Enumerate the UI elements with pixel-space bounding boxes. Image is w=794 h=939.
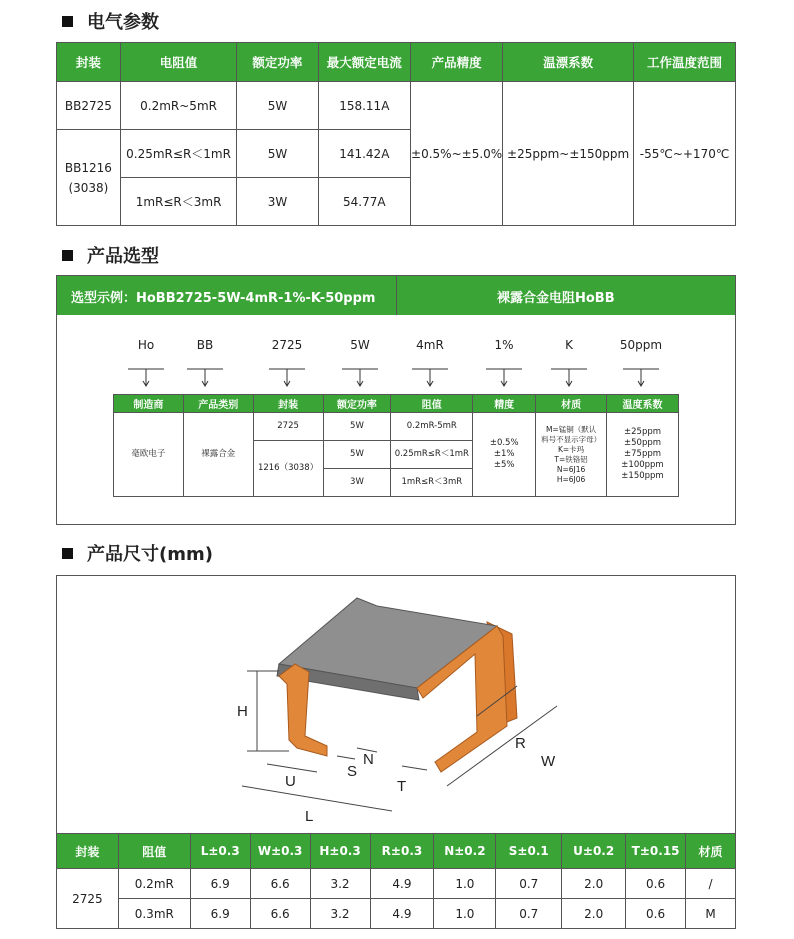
S-cell: 0.7 bbox=[496, 869, 562, 899]
down-arrow-icon bbox=[126, 368, 166, 388]
W-cell: 6.6 bbox=[250, 899, 310, 929]
header-cell: 额定功率 bbox=[323, 395, 391, 413]
tcr-cell: ±25ppm~±150ppm bbox=[503, 82, 634, 226]
tcr-cell bbox=[607, 413, 679, 497]
section-title-dimensions bbox=[62, 540, 213, 566]
header-cell: 额定功率 bbox=[237, 43, 318, 82]
tcr-option: ±150ppm bbox=[621, 471, 664, 481]
power-cell: 5W bbox=[323, 413, 391, 441]
header-cell: W±0.3 bbox=[250, 834, 310, 869]
tcr-option: ±50ppm bbox=[624, 438, 662, 448]
section-title-text: 产品尺寸(mm) bbox=[87, 544, 213, 565]
selection-header bbox=[57, 276, 735, 315]
header-cell: 工作温度范围 bbox=[634, 43, 736, 82]
accuracy-cell bbox=[473, 413, 536, 497]
header-cell: U±0.2 bbox=[562, 834, 626, 869]
T-cell: 0.6 bbox=[626, 869, 686, 899]
header-cell: 产品类别 bbox=[183, 395, 253, 413]
label-N: N bbox=[363, 751, 374, 768]
tcr-option: ±100ppm bbox=[621, 460, 664, 470]
header-cell: 最大额定电流 bbox=[318, 43, 410, 82]
power-cell: 5W bbox=[237, 130, 318, 178]
selection-table bbox=[113, 394, 679, 497]
U-cell: 2.0 bbox=[562, 899, 626, 929]
resistance-cell: 0.25mR≤R＜1mR bbox=[391, 441, 473, 469]
header-cell: 阻值 bbox=[391, 395, 473, 413]
table-header-row bbox=[57, 834, 736, 869]
code-tcr: 50ppm bbox=[619, 338, 663, 352]
down-arrow-icon bbox=[267, 368, 307, 388]
power-cell: 5W bbox=[237, 82, 318, 130]
material-option: N=6J16 bbox=[556, 464, 586, 474]
down-arrow-icon bbox=[410, 368, 450, 388]
header-cell: 温度系数 bbox=[607, 395, 679, 413]
label-R: R bbox=[515, 735, 526, 752]
square-bullet-icon bbox=[62, 250, 73, 261]
H-cell: 3.2 bbox=[310, 899, 370, 929]
material-cell bbox=[536, 413, 607, 497]
tcr-option: ±75ppm bbox=[624, 449, 662, 459]
N-cell: 1.0 bbox=[434, 899, 496, 929]
resistance-cell: 1mR≤R＜3mR bbox=[391, 469, 473, 497]
temp-range-cell: -55℃~+170℃ bbox=[634, 82, 736, 226]
header-cell: T±0.15 bbox=[626, 834, 686, 869]
resistance-cell: 0.2mR-5mR bbox=[391, 413, 473, 441]
header-cell: 电阻值 bbox=[120, 43, 237, 82]
header-cell: 温漂系数 bbox=[503, 43, 634, 82]
R-cell: 4.9 bbox=[370, 899, 434, 929]
header-cell: 封装 bbox=[253, 395, 323, 413]
tcr-option: ±25ppm bbox=[624, 427, 662, 437]
material-cell: / bbox=[686, 869, 736, 899]
header-cell: 产品精度 bbox=[411, 43, 503, 82]
header-cell: L±0.3 bbox=[190, 834, 250, 869]
square-bullet-icon bbox=[62, 548, 73, 559]
code-package: 2725 bbox=[271, 338, 303, 352]
code-material: K bbox=[565, 338, 573, 352]
S-cell: 0.7 bbox=[496, 899, 562, 929]
table-row bbox=[57, 869, 736, 899]
material-cell: M bbox=[686, 899, 736, 929]
section-title-text: 电气参数 bbox=[87, 12, 159, 33]
code-manufacturer: Ho bbox=[137, 338, 155, 352]
R-cell: 4.9 bbox=[370, 869, 434, 899]
down-arrow-icon bbox=[185, 368, 225, 388]
current-cell: 54.77A bbox=[318, 178, 410, 226]
header-cell: 封装 bbox=[57, 834, 119, 869]
package-cell: BB2725 bbox=[57, 82, 121, 130]
table-row bbox=[57, 899, 736, 929]
header-cell: N±0.2 bbox=[434, 834, 496, 869]
product-name: 裸露合金电阻HoBB bbox=[497, 291, 615, 306]
U-cell: 2.0 bbox=[562, 869, 626, 899]
label-T: T bbox=[397, 778, 407, 795]
T-cell: 0.6 bbox=[626, 899, 686, 929]
section-title-text: 产品选型 bbox=[87, 246, 159, 267]
header-cell: 阻值 bbox=[118, 834, 190, 869]
material-option: T=铁铬铝 bbox=[554, 454, 588, 464]
header-cell: R±0.3 bbox=[370, 834, 434, 869]
N-cell: 1.0 bbox=[434, 869, 496, 899]
down-arrow-icon bbox=[621, 368, 661, 388]
L-cell: 6.9 bbox=[190, 869, 250, 899]
table-header-row bbox=[114, 395, 679, 413]
category-cell: 裸露合金 bbox=[183, 413, 253, 497]
dimension-figure bbox=[56, 575, 736, 835]
H-cell: 3.2 bbox=[310, 869, 370, 899]
package-cell: 1216（3038） bbox=[253, 441, 323, 497]
power-cell: 5W bbox=[323, 441, 391, 469]
L-cell: 6.9 bbox=[190, 899, 250, 929]
resistor-drawing bbox=[57, 576, 735, 834]
material-option: H=6J06 bbox=[556, 474, 586, 484]
section-title-selection bbox=[62, 242, 159, 268]
current-cell: 141.42A bbox=[318, 130, 410, 178]
package-cell: 2725 bbox=[57, 869, 119, 929]
resistance-cell: 0.2mR bbox=[118, 869, 190, 899]
material-option: M=锰铜（默认 bbox=[545, 424, 597, 434]
material-option: 料号不显示字母） bbox=[541, 434, 602, 444]
package-cell: 2725 bbox=[253, 413, 323, 441]
W-cell: 6.6 bbox=[250, 869, 310, 899]
code-resistance: 4mR bbox=[416, 338, 444, 352]
header-cell: H±0.3 bbox=[310, 834, 370, 869]
down-arrow-icon bbox=[340, 368, 380, 388]
section-title-electrical bbox=[62, 8, 159, 34]
power-cell: 3W bbox=[237, 178, 318, 226]
label-U: U bbox=[285, 773, 296, 790]
down-arrow-icon bbox=[549, 368, 589, 388]
current-cell: 158.11A bbox=[318, 82, 410, 130]
square-bullet-icon bbox=[62, 16, 73, 27]
dimension-table bbox=[56, 833, 736, 929]
label-S: S bbox=[347, 763, 358, 780]
table-row bbox=[57, 82, 736, 130]
table-header-row bbox=[57, 43, 736, 82]
label-W: W bbox=[541, 753, 556, 770]
accuracy-option: ±0.5% bbox=[489, 438, 519, 448]
down-arrow-icon bbox=[484, 368, 524, 388]
resistance-cell: 0.3mR bbox=[118, 899, 190, 929]
selection-panel bbox=[56, 275, 736, 525]
manufacturer-cell: 毫欧电子 bbox=[114, 413, 184, 497]
accuracy-cell: ±0.5%~±5.0% bbox=[411, 82, 503, 226]
header-cell: 材质 bbox=[686, 834, 736, 869]
power-cell: 3W bbox=[323, 469, 391, 497]
package-cell: BB1216 (3038) bbox=[57, 130, 121, 226]
header-cell: 制造商 bbox=[114, 395, 184, 413]
label-H: H bbox=[237, 703, 248, 720]
header-cell: 封装 bbox=[57, 43, 121, 82]
resistance-cell: 1mR≤R＜3mR bbox=[120, 178, 237, 226]
table-row bbox=[114, 413, 679, 441]
selection-example: 选型示例：HoBB2725-5W-4mR-1%-K-50ppm bbox=[71, 291, 376, 306]
code-category: BB bbox=[196, 338, 214, 352]
header-divider bbox=[396, 276, 397, 315]
electrical-params-table bbox=[56, 42, 736, 226]
header-cell: 材质 bbox=[536, 395, 607, 413]
label-L: L bbox=[305, 808, 314, 825]
code-accuracy: 1% bbox=[494, 338, 514, 352]
accuracy-option: ±1% bbox=[493, 449, 515, 459]
header-cell: 精度 bbox=[473, 395, 536, 413]
accuracy-option: ±5% bbox=[493, 460, 515, 470]
resistance-cell: 0.25mR≤R＜1mR bbox=[120, 130, 237, 178]
resistance-cell: 0.2mR~5mR bbox=[120, 82, 237, 130]
material-option: K=卡玛 bbox=[557, 444, 585, 454]
header-cell: S±0.1 bbox=[496, 834, 562, 869]
code-power: 5W bbox=[350, 338, 370, 352]
